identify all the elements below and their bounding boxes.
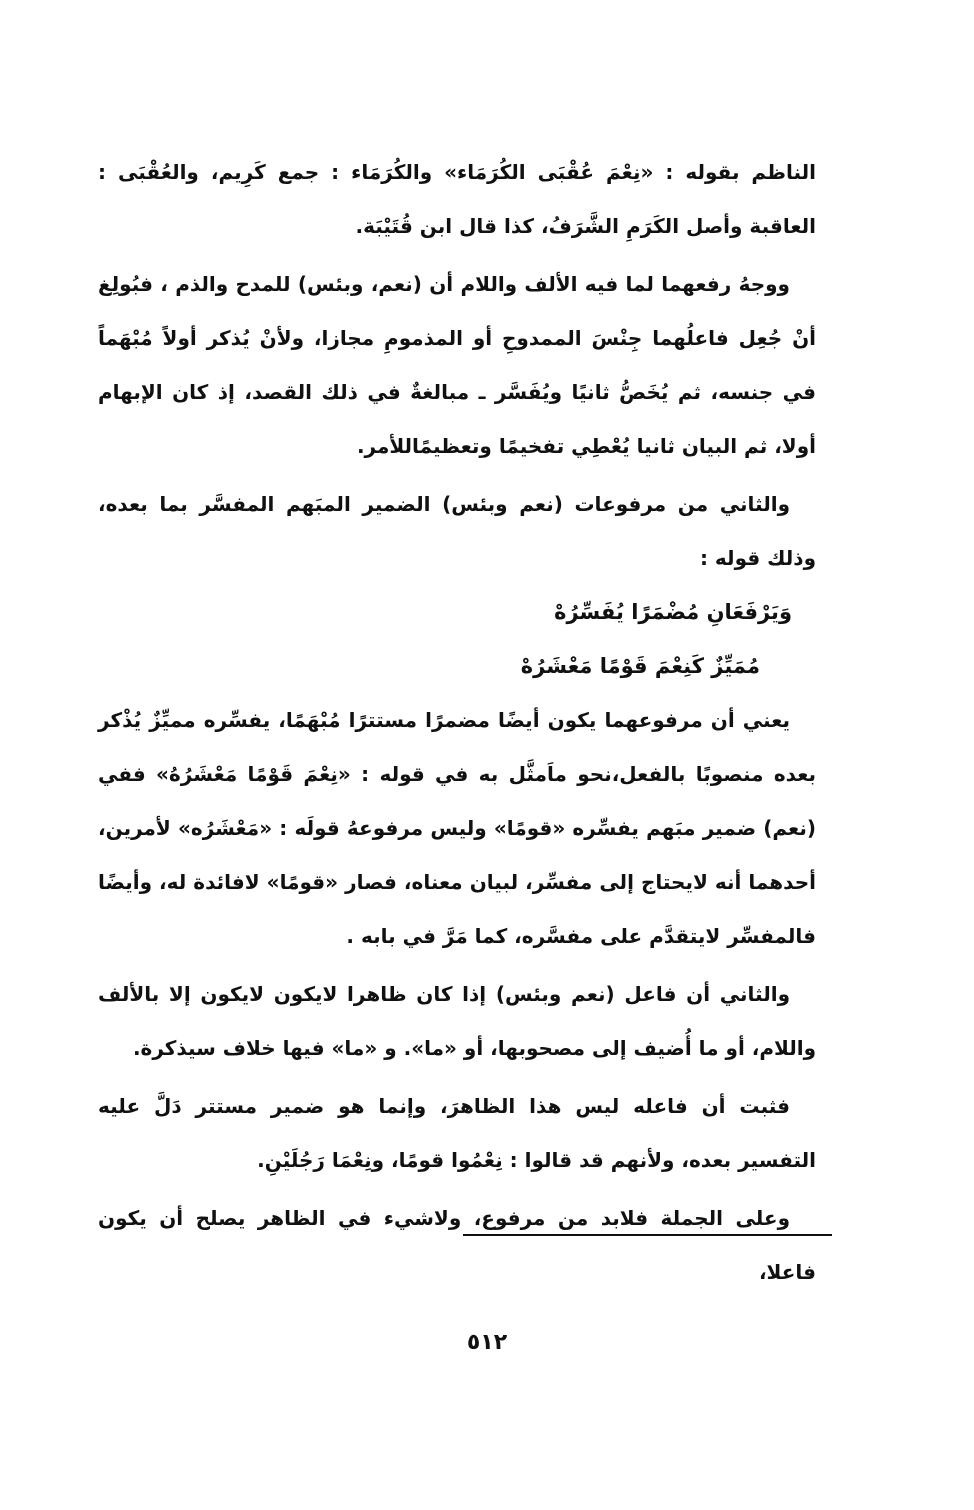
body-text (98, 145, 816, 1299)
paragraph: والثاني أن فاعل (نعم وبئس) إذا كان ظاهرا لايكون لايكون إلا بالألف واللام، أو ما أُضيف إلى مصحوبها، أو «ما». و «ما» فيها خلاف سيذكرة. (98, 982, 816, 1060)
footnote-divider (463, 1234, 832, 1236)
verse-line-2: مُمَيِّزٌ كَنِعْمَ قَوْمًا مَعْشَرُهْ (520, 654, 760, 678)
paragraph: والثاني من مرفوعات (نعم وبئس) الضمير المبَهم المفسَّر بما بعده، وذلك قوله : (98, 492, 816, 570)
paragraph: فثبت أن فاعله ليس هذا الظاهرَ، وإنما هو ضمير مستتر دَلَّ عليه التفسير بعده، ولأنهم قد قالوا : نِعْمُوا قومًا، ونِعْمَا رَجُلَيْنِ. (98, 1094, 816, 1172)
verse-line-1: وَيَرْفَعَانِ مُضْمَرًا يُفَسِّرُهْ (554, 600, 792, 624)
paragraph: وعلى الجملة فلابد من مرفوع، ولاشيء في الظاهر يصلح أن يكون فاعلا، (98, 1206, 816, 1284)
paragraph: ووجهُ رفعهما لما فيه الألف واللام أن (نعم، وبئس) للمدح والذم ، فبُولِغ أنْ جُعِل فاعلُهما جِنْسَ الممدوحِ أو المذمومِ مجازا، ولأنْ يُذكر أولاً مُبْهَماً في جنسه، ثم يُخَصُّ ثانيًا ويُفَسَّر ـ مبالغةٌ في ذلك القصد، إذ كان الإبهام أولا، ثم البيان ثانيا يُعْطِي تفخيمًا وتعظيمًاللأمر. (98, 272, 816, 458)
paragraph: يعني أن مرفوعهما يكون أيضًا مضمرًا مستترًا مُبْهَمًا، يفسِّره مميِّزٌ يُذْكر بعده منصوبًا بالفعل،نحو ماَمثَّل به في قوله : «نِعْمَ قَوْمًا مَعْشَرُهُ» ففي (نعم) ضمير مبَهم يفسِّره «قومًا» وليس مرفوعهُ قولَه : «مَعْشَرُه» لأمرين، أحدهما أنه لايحتاج إلى مفسِّر، لبيان معناه، فصار «قومًا» لافائدة له، وأيضًا فالمفسِّر لايتقدَّم على مفسَّره، كما مَرَّ في بابه . (98, 708, 816, 948)
page-number: ٥١٢ (466, 1330, 508, 1355)
paragraph: الناظم بقوله : «نِعْمَ عُقْبَى الكُرَمَاء» والكُرَمَاء : جمع كَرِيم، والعُقْبَى : العاقبة وأصل الكَرَمِ الشَّرَفُ، كذا قال ابن قُتَيْبَة. (98, 160, 816, 238)
